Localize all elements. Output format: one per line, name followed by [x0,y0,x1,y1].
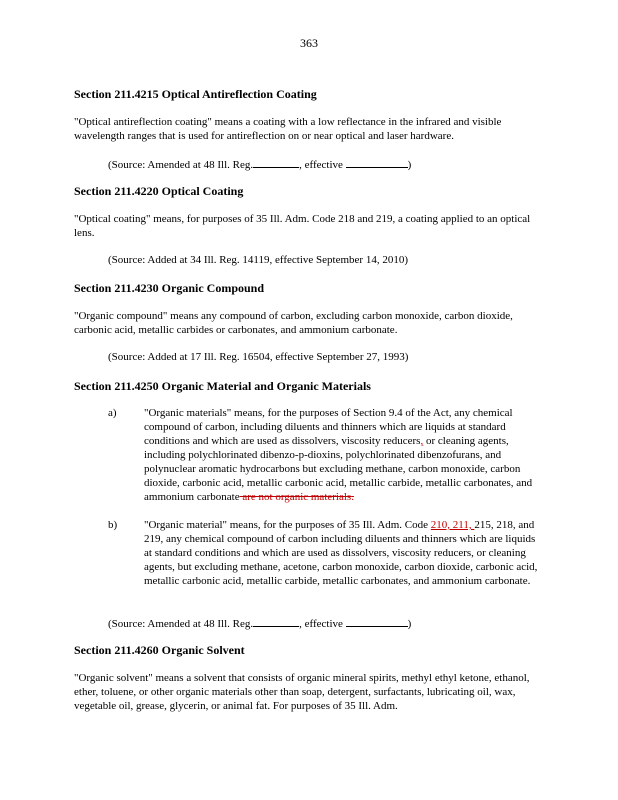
item-text-main: "Organic materials" means, for the purposes of Section 9.4 of the Act, any chemical compound of carbon, including diluents and thinners which are liquids at standard conditions and which are used as dissolvers, viscosity reducers [144,407,513,447]
inserted-text: 210, 211, [430,519,475,531]
section-heading-211-4260: Section 211.4260 Organic Solvent [74,643,245,657]
source-mid: , effective [299,618,346,630]
blank-reg-line [253,616,299,627]
item-text-main: "Organic material" means, for the purposes of 35 Ill. Adm. Code [144,519,431,531]
blank-date-line [346,157,408,168]
source-mid: , effective [299,159,346,171]
inserted-text: , [420,435,424,447]
source-prefix: (Source: Amended at 48 Ill. Reg. [108,159,254,171]
section-heading-211-4230: Section 211.4230 Organic Compound [74,281,265,295]
section-heading-211-4250: Section 211.4250 Organic Material and Organic Materials [74,379,371,393]
section-body-211-4215: "Optical antireflection coating" means a coating with a low reflectance in the infrared and visible wavelength ranges that is used for antireflection on or near optical and laser hardware. [74,116,502,142]
list-item-b [108,518,548,608]
section-body-211-4230: "Organic compound" means any compound of carbon, excluding carbon monoxide, carbon dioxide, carbonic acid, metallic carbides or carbonates, and ammonium carbonate. [74,310,513,336]
section-heading-211-4215: Section 211.4215 Optical Antireflection Coating [74,87,317,101]
source-note-211-4230: (Source: Added at 17 Ill. Reg. 16504, effective September 27, 1993) [108,351,409,363]
section-heading-211-4220: Section 211.4220 Optical Coating [74,184,244,198]
item-label: b) [108,519,118,531]
item-text [144,518,544,588]
item-text [144,406,544,504]
source-note-211-4250 [108,616,411,630]
source-prefix: (Source: Amended at 48 Ill. Reg. [108,618,254,630]
blank-reg-line [253,157,299,168]
deleted-period: . [351,491,354,503]
item-text-after: 215, 218, and 219, any chemical compound of carbon including diluents and thinners which are liquids at standard conditions and which are used as dissolvers, viscosity reducers, or cleaning agents, but excluding methane, acetone, carbon monoxide, carbon dioxide, carbonic acid, metallic carbonic acid, metallic carbide, metallic carbonates, and ammonium carbonate. [144,519,538,587]
blank-date-line [346,616,408,627]
item-text-after: or cleaning agents, including polychlorinated dibenzo-p-dioxins, polychlorinated dibenzofurans, and polynuclear aromatic hydrocarbons but excluding methane, carbon monoxide, carbon dioxide, carbonic acid, metallic carbonic acid, metallic carbide, metallic carbonates, and ammonium carbonate [144,435,533,503]
deleted-text: are not organic materials [239,491,352,503]
source-suffix: ) [407,618,412,630]
source-note-211-4220: (Source: Added at 34 Ill. Reg. 14119, effective September 14, 2010) [108,254,408,266]
list-item-a [108,406,548,506]
section-body-211-4220: "Optical coating" means, for purposes of 35 Ill. Adm. Code 218 and 219, a coating applied to an optical lens. [74,213,531,239]
source-note-211-4215 [108,157,411,171]
page-number: 363 [300,36,318,50]
item-label: a) [108,407,117,419]
source-suffix: ) [407,159,412,171]
section-body-211-4260: "Organic solvent" means a solvent that consists of organic mineral spirits, methyl ethyl ketone, ethanol, ether, toluene, or other organic materials other than soap, detergent, surfactants, lubricating oil, wax, vegetable oil, grease, glycerin, or animal fat. For purposes of 35 Ill. Adm. [74,672,530,712]
